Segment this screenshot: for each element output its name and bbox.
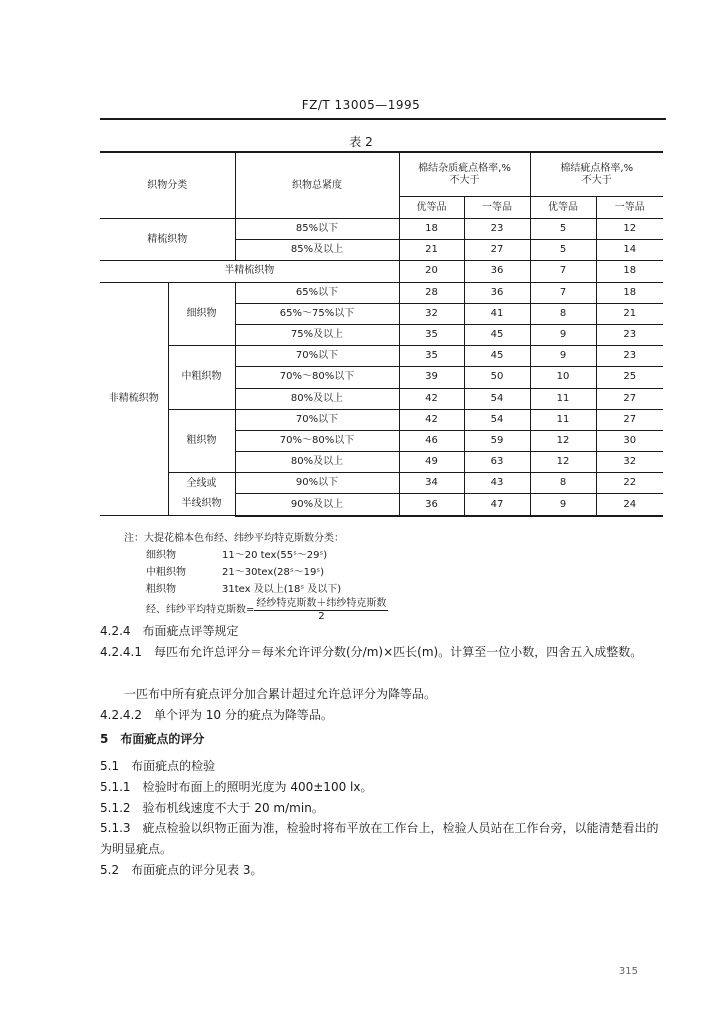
note-item-value: 11～20 tex(55ˢ～29ˢ) — [222, 550, 328, 561]
value-cell: 22 — [596, 473, 663, 494]
group-combed: 精梳织物 — [100, 219, 235, 261]
value-cell: 47 — [464, 494, 530, 516]
formula-denominator: 2 — [318, 611, 325, 622]
value-cell: 9 — [530, 324, 596, 345]
group-coarse: 粗织物 — [168, 409, 235, 473]
density-cell: 70%以下 — [235, 346, 399, 367]
value-cell: 11 — [530, 388, 596, 409]
table-row — [100, 282, 663, 303]
header-nep-rate-line1: 棉结疵点格率,% — [560, 162, 634, 174]
section-4-2-4: 4.2.4 布面疵点评等规定 — [100, 624, 239, 638]
note-item-value: 31tex 及以上(18ˢ 及以下) — [222, 584, 342, 595]
group-semi-combed: 半精梳织物 — [100, 261, 399, 282]
value-cell: 18 — [399, 219, 464, 240]
header-nep-rate — [530, 152, 663, 197]
value-cell: 5 — [530, 219, 596, 240]
header-density: 织物总紧度 — [235, 152, 399, 219]
value-cell: 23 — [596, 346, 663, 367]
header-superior: 优等品 — [399, 197, 464, 219]
grade-table — [100, 151, 663, 517]
table-note-intro: 注：大提花棉本色布经、纬纱平均特克斯数分类： — [124, 533, 344, 544]
value-cell: 5 — [530, 240, 596, 261]
table-row — [100, 409, 663, 430]
value-cell: 20 — [399, 261, 464, 282]
note-item-value: 21～30tex(28ˢ～19ˢ) — [222, 567, 324, 578]
density-cell: 80%及以上 — [235, 452, 399, 473]
header-nep-rate-line2: 不大于 — [581, 174, 612, 186]
group-full-half-line — [168, 473, 235, 516]
value-cell: 23 — [596, 324, 663, 345]
header-first-grade-2: 一等品 — [596, 197, 663, 219]
value-cell: 36 — [464, 261, 530, 282]
note-item-name: 细织物 — [146, 550, 176, 561]
value-cell: 12 — [530, 430, 596, 451]
formula-fraction — [254, 598, 388, 623]
section-5-heading: 5 布面疵点的评分 — [100, 732, 205, 746]
note-item — [146, 581, 341, 598]
formula-lhs: 经、纬纱平均特克斯数= — [146, 604, 255, 616]
density-cell: 85%以下 — [235, 219, 399, 240]
density-cell: 80%及以上 — [235, 388, 399, 409]
header-rule — [100, 118, 666, 120]
value-cell: 27 — [596, 409, 663, 430]
value-cell: 39 — [399, 367, 464, 388]
value-cell: 27 — [596, 388, 663, 409]
table-row — [100, 261, 663, 282]
section-5-1-3: 5.1.3 疵点检验以织物正面为准，检验时将布平放在工作台上，检验人员站在工作台旁，以能清楚看出的为明显疵点。 — [100, 821, 659, 856]
value-cell: 42 — [399, 388, 464, 409]
value-cell: 45 — [464, 324, 530, 345]
value-cell: 41 — [464, 303, 530, 324]
table-title: 表 2 — [349, 135, 373, 149]
value-cell: 12 — [530, 452, 596, 473]
value-cell: 42 — [399, 409, 464, 430]
header-first-grade: 一等品 — [464, 197, 530, 219]
value-cell: 46 — [399, 430, 464, 451]
section-4-2-4-1: 4.2.4.1 每匹布允许总评分＝每米允许评分数(分/m)×匹长(m)。计算至一位小数，四舍五入成整数。 — [100, 645, 643, 659]
value-cell: 11 — [530, 409, 596, 430]
density-cell: 90%及以上 — [235, 494, 399, 516]
note-item — [146, 547, 327, 564]
value-cell: 35 — [399, 346, 464, 367]
section-4-2-4-1-cont: 一匹布中所有疵点评分加合累计超过允许总评分为降等品。 — [124, 687, 437, 701]
value-cell: 32 — [596, 452, 663, 473]
value-cell: 18 — [596, 282, 663, 303]
group-full-half-line-2: 半线织物 — [181, 498, 222, 510]
value-cell: 7 — [530, 261, 596, 282]
value-cell: 35 — [399, 324, 464, 345]
value-cell: 27 — [464, 240, 530, 261]
density-cell: 65%～75%以下 — [235, 303, 399, 324]
page-number: 315 — [618, 966, 638, 977]
value-cell: 49 — [399, 452, 464, 473]
value-cell: 24 — [596, 494, 663, 516]
section-5-1: 5.1 布面疵点的检验 — [100, 759, 216, 773]
note-formula — [146, 598, 388, 623]
density-cell: 75%及以上 — [235, 324, 399, 345]
value-cell: 9 — [530, 494, 596, 516]
group-full-half-line-1: 全线或 — [186, 478, 217, 490]
note-item — [146, 564, 324, 581]
header-neps-rate-line1: 棉结杂质疵点格率,% — [418, 162, 511, 174]
value-cell: 25 — [596, 367, 663, 388]
value-cell: 9 — [530, 346, 596, 367]
value-cell: 59 — [464, 430, 530, 451]
value-cell: 36 — [464, 282, 530, 303]
value-cell: 45 — [464, 346, 530, 367]
section-5-2: 5.2 布面疵点的评分见表 3。 — [100, 863, 263, 877]
value-cell: 23 — [464, 219, 530, 240]
value-cell: 34 — [399, 473, 464, 494]
section-5-1-2: 5.1.2 验布机线速度不大于 20 m/min。 — [100, 801, 324, 815]
value-cell: 28 — [399, 282, 464, 303]
header-superior-2: 优等品 — [530, 197, 596, 219]
value-cell: 30 — [596, 430, 663, 451]
value-cell: 54 — [464, 409, 530, 430]
value-cell: 8 — [530, 473, 596, 494]
value-cell: 12 — [596, 219, 663, 240]
value-cell: 18 — [596, 261, 663, 282]
section-5-1-1: 5.1.1 检验时布面上的照明光度为 400±100 lx。 — [100, 780, 373, 794]
density-cell: 90%以下 — [235, 473, 399, 494]
group-medium-coarse: 中粗织物 — [168, 346, 235, 410]
density-cell: 65%以下 — [235, 282, 399, 303]
value-cell: 8 — [530, 303, 596, 324]
group-non-combed: 非精梳织物 — [100, 282, 168, 516]
value-cell: 36 — [399, 494, 464, 516]
header-neps-rate-line2: 不大于 — [449, 174, 480, 186]
value-cell: 21 — [596, 303, 663, 324]
value-cell: 63 — [464, 452, 530, 473]
density-cell: 70%～80%以下 — [235, 367, 399, 388]
table-header-row — [100, 152, 663, 197]
value-cell: 43 — [464, 473, 530, 494]
value-cell: 54 — [464, 388, 530, 409]
section-4-2-4-2: 4.2.4.2 单个评为 10 分的疵点为降等品。 — [100, 708, 333, 722]
density-cell: 70%以下 — [235, 409, 399, 430]
value-cell: 10 — [530, 367, 596, 388]
density-cell: 85%及以上 — [235, 240, 399, 261]
value-cell: 21 — [399, 240, 464, 261]
standard-code: FZ/T 13005—1995 — [301, 98, 421, 112]
table-row — [100, 346, 663, 367]
density-cell: 70%～80%以下 — [235, 430, 399, 451]
table-row — [100, 219, 663, 240]
header-category: 织物分类 — [100, 152, 235, 219]
note-item-name: 中粗织物 — [146, 567, 186, 578]
formula-numerator: 经纱特克斯数＋纬纱特克斯数 — [256, 598, 387, 609]
table-row — [100, 473, 663, 494]
group-fine: 细织物 — [168, 282, 235, 346]
value-cell: 50 — [464, 367, 530, 388]
value-cell: 32 — [399, 303, 464, 324]
header-neps-rate — [399, 152, 530, 197]
value-cell: 7 — [530, 282, 596, 303]
value-cell: 14 — [596, 240, 663, 261]
note-item-name: 粗织物 — [146, 584, 176, 595]
